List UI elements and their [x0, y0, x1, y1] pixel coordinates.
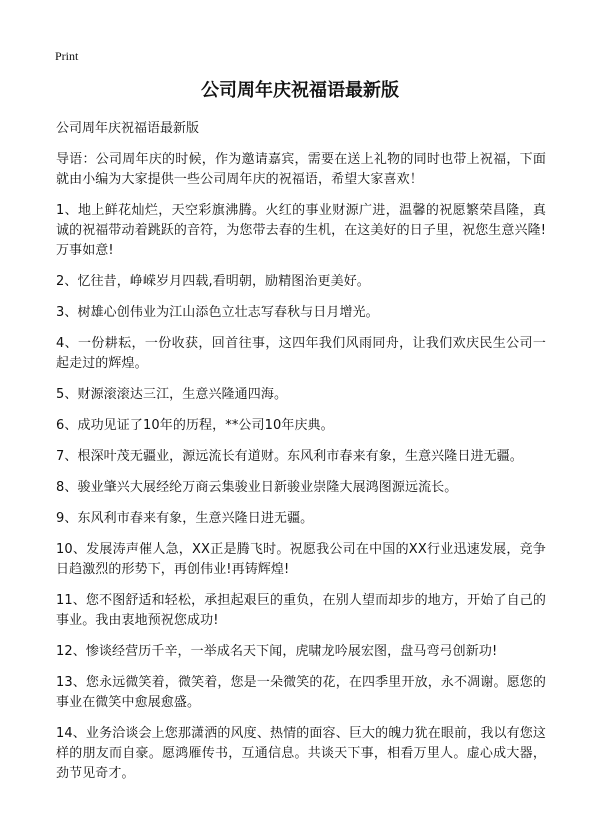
blessing-item-6: 6、成功见证了10年的历程，**公司10年庆典。 — [56, 418, 334, 433]
blessing-item-1: 1、地上鲜花灿烂，天空彩旗沸腾。火红的事业财源广进，温馨的祝愿繁荣昌隆，真诚的祝福带动着跳跃的音符，为您带去春的生机，在这美好的日子里，祝您生意兴隆!万事如意! — [56, 203, 547, 258]
blessing-item-2: 2、忆往昔，峥嵘岁月四载,看明朝，励精图治更美好。 — [56, 274, 370, 289]
print-link[interactable]: Print — [55, 49, 79, 63]
blessing-item-4: 4、一份耕耘，一份收获，回首往事，这四年我们风雨同舟，让我们欢庆民生公司一起走过的辉煌。 — [56, 336, 546, 371]
blessing-item-5: 5、财源滚滚达三江，生意兴隆通四海。 — [56, 387, 288, 402]
document-subtitle: 公司周年庆祝福语最新版 — [56, 121, 200, 136]
blessing-item-13: 13、您永远微笑着，微笑着，您是一朵微笑的花，在四季里开放，永不凋谢。愿您的事业在微笑中愈展愈盛。 — [56, 675, 546, 710]
blessing-item-12: 12、惨谈经营历千辛，一举成名天下闻，虎啸龙吟展宏图，盘马弯弓创新功! — [56, 644, 498, 659]
blessing-item-14: 14、业务洽谈会上您那潇洒的风度、热情的面容、巨大的魄力犹在眼前，我以有您这样的朋友而自豪。愿鸿雁传书，互通信息。共谈天下事，相看万里人。虚心成大器，劲节见奇才。 — [56, 726, 546, 781]
blessing-item-3: 3、树雄心创伟业为江山添色立壮志写春秋与日月增光。 — [56, 305, 379, 320]
intro-paragraph: 导语：公司周年庆的时候，作为邀请嘉宾，需要在送上礼物的同时也带上祝福，下面就由小编为大家提供一些公司周年庆的祝福语，希望大家喜欢！ — [56, 152, 546, 187]
blessing-item-8: 8、骏业肇兴大展经纶万商云集骏业日新骏业崇隆大展鸿图源远流长。 — [56, 480, 458, 495]
blessing-item-7: 7、根深叶茂无疆业，源远流长有道财。东风利市春来有象，生意兴隆日进无疆。 — [56, 449, 523, 464]
blessing-item-11: 11、您不图舒适和轻松，承担起艰巨的重负，在别人望而却步的地方，开始了自己的事业。我由衷地预祝您成功! — [56, 593, 546, 628]
page-title: 公司周年庆祝福语最新版 — [201, 80, 399, 101]
blessing-item-10: 10、发展涛声催人急，XX正是腾飞时。祝愿我公司在中国的XX行业迅速发展，竞争日趋激烈的形势下，再创伟业!再铸辉煌! — [56, 542, 546, 577]
blessing-item-9: 9、东风利市春来有象，生意兴隆日进无疆。 — [56, 511, 314, 526]
article-body — [56, 150, 546, 795]
